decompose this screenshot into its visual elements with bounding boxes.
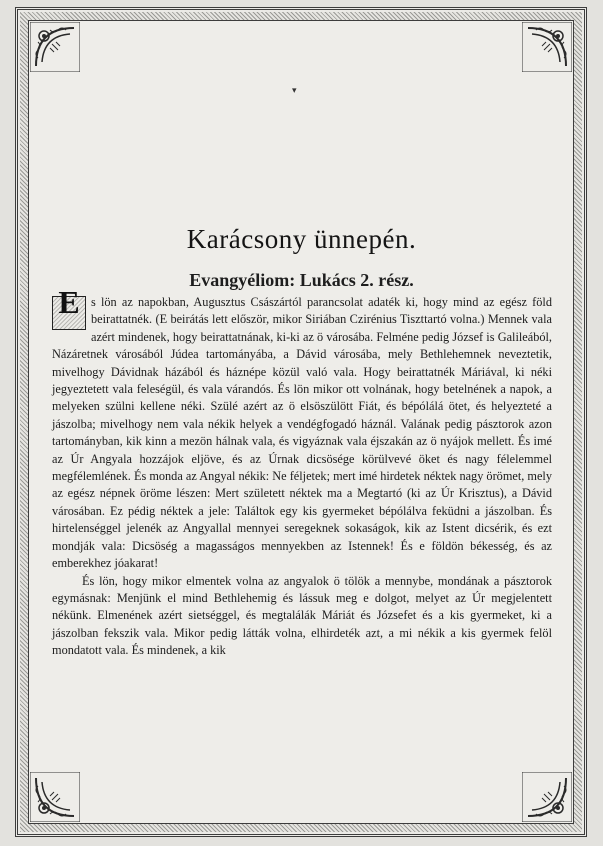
paragraph-1-text: s lön az napokban, Augusztus Császártól parancsolat adaték ki, hogy mind az egész föld beirattatnék. (E beirátás lett először, mikor Siriában Czirénius Tiszttartó volna.) Mennek vala azért mindenek, hogy beirattatnának, ki-ki az ö városába. Felméne pedig József is Galileából, Názáretnek városából Júdea tartományába, a Dávid városába, mely Bethlehemnek neveztetik, mivelhogy Dávidnak házából és háznépe közül való vala. Hogy beirattatnék Máriával, ki néki jegyeztetett vala feleségül, és vala várandós. És lön mikor ott volnának, hogy betelnének a napok, a melyeken szülni kellene néki. Szülé azért az ö elsöszülött Fiát, és bépólálá ötet, és helyezteté a jászolba; mivelhogy nem vala nékik helyek a vendégfogadó háznál. Valának pedig pásztorok azon tartományban, kik kinn a mezön hálnak vala, és vigyáznak vala éjszakán az ö nyájok mellett. És imé az Úr Angyala hozzájok eljöve, és az Úrnak dicsösége körülvevé öket és nagy félelemmel megfélemlének. És monda az Angyal nékik: Ne féljetek; mert imé hirdetek néktek nagy örömet, mely az egész népnek öröme lészen: Mert született néktek ma a Megtartó (ki az Úr Krisztus), a Dávid városában. Ez pédig néktek a jele: Találtok egy kis gyermeket bépólálva feküdni a jászolban. És hirtelenséggel jelenék az Angyallal mennyei seregeknek sokaságok, kik az Istent dicsérik, és ezt mondják vala: Dicsöség a magasságos mennyekben az Istennek! És e földön békesség, és az emberekhez jóakarat! [52,295,552,571]
paragraph-2: És lön, hogy mikor elmentek volna az angyalok ö tölök a mennybe, mondának a pásztorok egymásnak: Menjünk el mind Bethlehemig és lássuk meg e dolgot, melyet az Úr megjelentett nékünk. Elmenének azért sietséggel, és megtalálák Máriát és Józsefet és a kis gyermeket, ki a jászolban fekszik vala. Mikor pedig látták volna, elhirdeték azt, a mi nékik a kis gyermek felöl mondatott vala. És mindenek, a kik [52,573,552,658]
dropcap-initial [52,284,86,330]
gospel-text [52,284,552,660]
corner-ornament-icon [522,772,572,822]
corner-ornament-icon [522,22,572,72]
paragraph-1 [52,284,552,573]
page-subtitle: Evangyéliom: Lukács 2. rész. [189,269,414,290]
corner-ornament-icon [30,772,80,822]
corner-ornament-icon [30,22,80,72]
page-title: Karácsony ünnepén. [186,224,417,255]
print-speck: ▾ [292,85,297,95]
dropcap-letter: E [58,284,80,320]
